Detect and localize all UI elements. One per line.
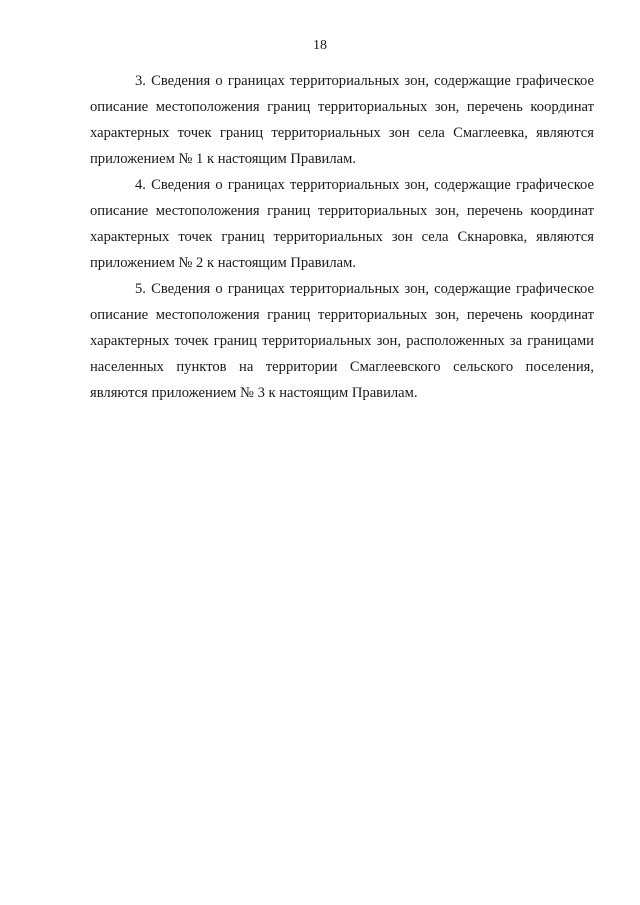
paragraph-item-3: 3. Сведения о границах территориальных зон, содержащие графическое описание местоположения границ территориальных зон, перечень координат характерных точек границ территориальных зон села Смаглеевка, являются приложением № 1 к настоящим Правилам.	[90, 73, 594, 167]
paragraph-item-4: 4. Сведения о границах территориальных зон, содержащие графическое описание местоположения границ территориальных зон, перечень координат характерных точек границ территориальных зон села Скнаровка, являются приложением № 2 к настоящим Правилам.	[90, 177, 594, 271]
document-body	[90, 68, 594, 406]
paragraph-item-5: 5. Сведения о границах территориальных зон, содержащие графическое описание местоположения границ территориальных зон, перечень координат характерных точек границ территориальных зон, расположенных за границами населенных пунктов на территории Смаглеевского сельского поселения, являются приложением № 3 к настоящим Правилам.	[90, 281, 594, 401]
page-number: 18	[313, 38, 327, 53]
